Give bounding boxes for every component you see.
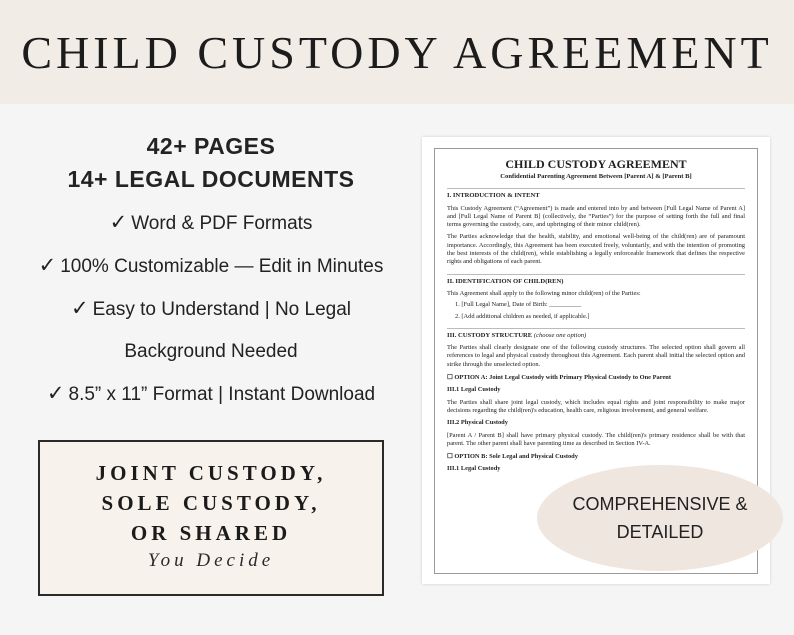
subsection-heading: III.1 Legal Custody xyxy=(447,386,501,394)
list-item: 1. [Full Legal Name], Date of Birth: __________ xyxy=(455,301,582,309)
check-icon: ✓ xyxy=(46,382,65,405)
check-icon: ✓ xyxy=(109,211,128,234)
paragraph: This Custody Agreement (“Agreement”) is made and entered into by and between [Full Legal Name of Parent A] and [Full Legal Name of Parent B] (collectively, the “Parties”) for the purpose of setting forth the full and final terms governing the custody, care, and upbringing of their minor child(ren). xyxy=(447,204,745,229)
paragraph: [Parent A / Parent B] shall have primary physical custody. The child(ren)'s primary residence shall be with that parent. The other parent shall have parenting time as described in Section IV-A. xyxy=(447,431,745,447)
feature-item: ✓ Word & PDF Formats xyxy=(109,211,313,234)
list-item: 2. [Add additional children as needed, if applicable.] xyxy=(455,312,590,320)
paragraph: The Parties shall share joint legal custody, which includes equal rights and joint responsibility to make major decisions regarding the child(ren)'s education, health care, religious involvement, and general welfare. xyxy=(447,398,745,414)
subsection-heading: III.2 Physical Custody xyxy=(447,419,508,427)
badge-line: COMPREHENSIVE & xyxy=(572,494,748,514)
paragraph: The Parties shall clearly designate one of the following custody structures. The selected option shall govern all references to legal and physical custody throughout this Agreement. Each parent shall initial the selected option and strike through the unselected option. xyxy=(447,344,745,368)
check-icon: ✓ xyxy=(38,254,57,277)
feature-item: ✓ 8.5” x 11” Format | Instant Download xyxy=(46,382,376,405)
custody-options-callout xyxy=(38,440,384,596)
option-heading: ☐ OPTION B: Sole Legal and Physical Custody xyxy=(447,453,578,461)
feature-item: ✓ 100% Customizable — Edit in Minutes xyxy=(38,254,384,277)
paragraph: The Parties acknowledge that the health, stability, and emotional well-being of the child(ren) are of paramount importance. Accordingly, this Agreement has been executed freely, voluntarily, and with the intention of promoting the best interests of the child(ren), while establishing a legally enforceable framework that defines the respective rights and obligations of each parent. xyxy=(447,233,745,266)
document-title: CHILD CUSTODY AGREEMENT xyxy=(505,157,687,171)
callout-line: OR SHARED xyxy=(130,521,292,545)
feature-item-continued: Background Needed xyxy=(124,341,298,362)
documents-headline: 14+ LEGAL DOCUMENTS xyxy=(67,166,355,192)
callout-tagline: You Decide xyxy=(147,550,275,571)
section-note: (choose one option) xyxy=(533,331,587,339)
feature-item: ✓ Easy to Understand | No Legal xyxy=(70,297,352,320)
option-heading: ☐ OPTION A: Joint Legal Custody with Primary Physical Custody to One Parent xyxy=(447,374,671,382)
section-heading: I. INTRODUCTION & INTENT xyxy=(447,188,745,200)
section-heading: III. CUSTODY STRUCTURE (choose one option) xyxy=(447,328,745,340)
section-heading: II. IDENTIFICATION OF CHILD(REN) xyxy=(447,274,745,286)
callout-line: SOLE CUSTODY, xyxy=(101,491,321,515)
callout-line: JOINT CUSTODY, xyxy=(95,461,327,485)
check-icon: ✓ xyxy=(70,297,89,320)
subsection-heading: III.1 Legal Custody xyxy=(447,465,501,473)
pages-headline: 42+ PAGES xyxy=(146,133,276,159)
document-subtitle: Confidential Parenting Agreement Between [Parent A] & [Parent B] xyxy=(500,173,692,180)
banner-title: CHILD CUSTODY AGREEMENT xyxy=(21,26,773,78)
paragraph: This Agreement shall apply to the following minor child(ren) of the Parties: xyxy=(447,289,641,297)
features-panel xyxy=(0,130,422,405)
title-banner xyxy=(0,0,794,104)
comprehensive-badge xyxy=(537,465,783,571)
badge-line: DETAILED xyxy=(616,522,704,542)
